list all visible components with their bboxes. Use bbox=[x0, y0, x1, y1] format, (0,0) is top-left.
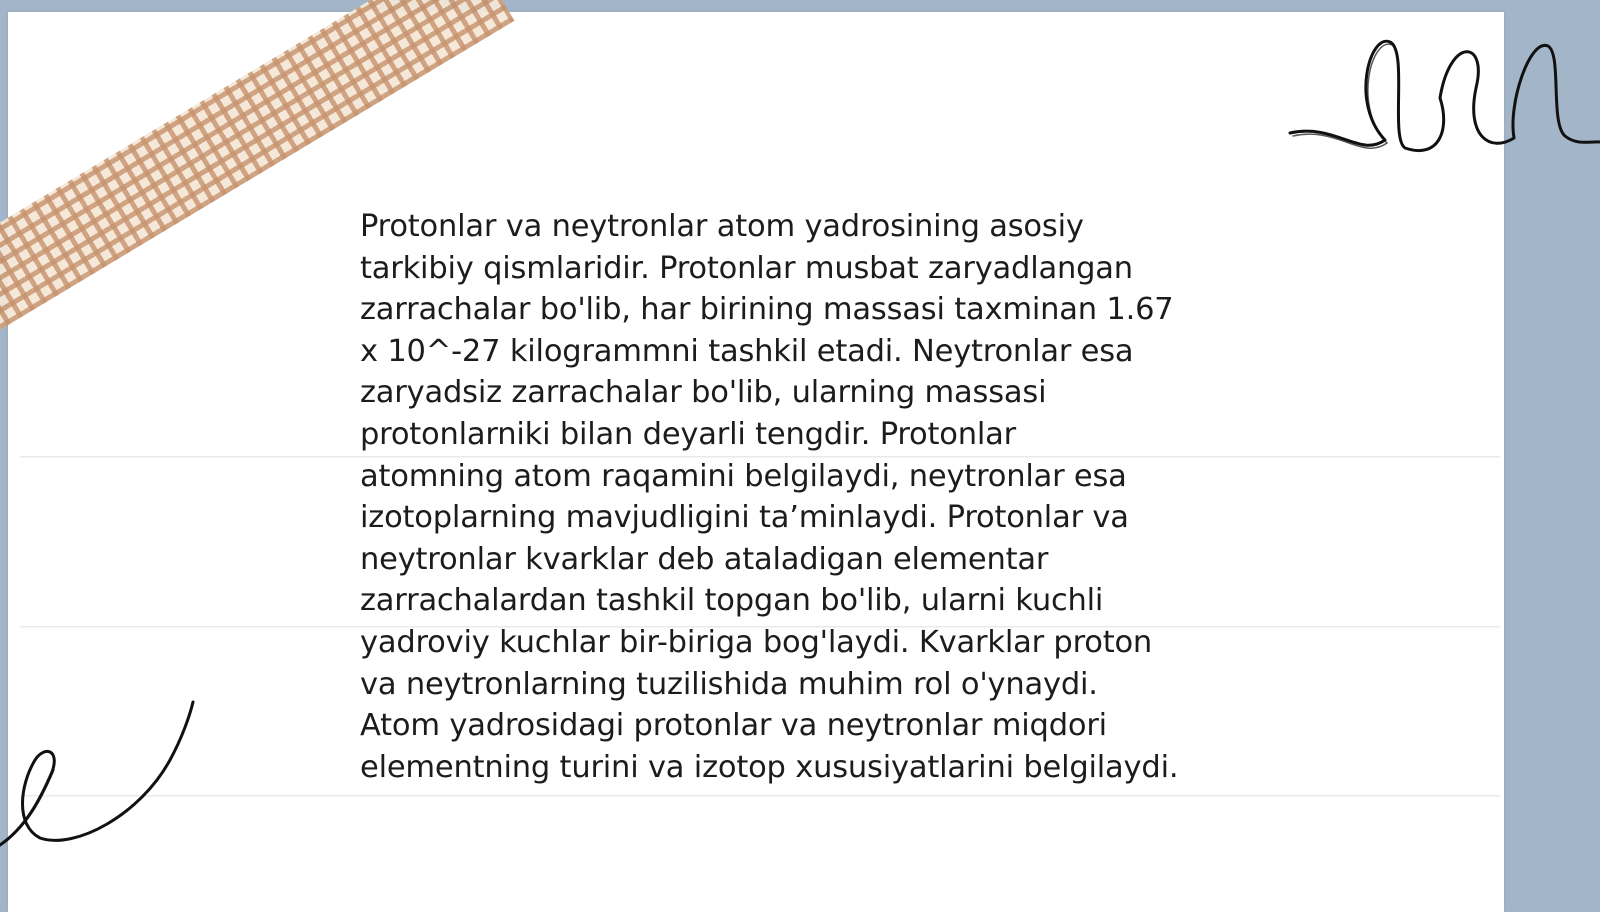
loop-doodle-top-right bbox=[1290, 28, 1600, 163]
ruled-line bbox=[20, 795, 1500, 796]
loop-doodle-bottom-left bbox=[0, 700, 200, 850]
body-paragraph: Protonlar va neytronlar atom yadrosining asosiy tarkibiy qismlaridir. Protonlar musbat zaryadlangan zarrachalar bo'lib, har birining massasi taxminan 1.67 x 10^-27 kilogrammni tashkil etadi. Neytronlar esa zaryadsiz zarrachalar bo'lib, ularning massasi protonlarniki bilan deyarli tengdir. Protonlar atomning atom raqamini belgilaydi, neytronlar esa izotoplarning mavjudligini ta’minlaydi. Protonlar va neytronlar kvarklar deb ataladigan elementar zarrachalardan tashkil topgan bo'lib, ularni kuchli yadroviy kuchlar bir-biriga bog'laydi. Kvarklar proton va neytronlarning tuzilishida muhim rol o'ynaydi. Atom yadrosidagi protonlar va neytronlar miqdori elementning turini va izotop xususiyatlarini belgilaydi. bbox=[360, 209, 1179, 785]
